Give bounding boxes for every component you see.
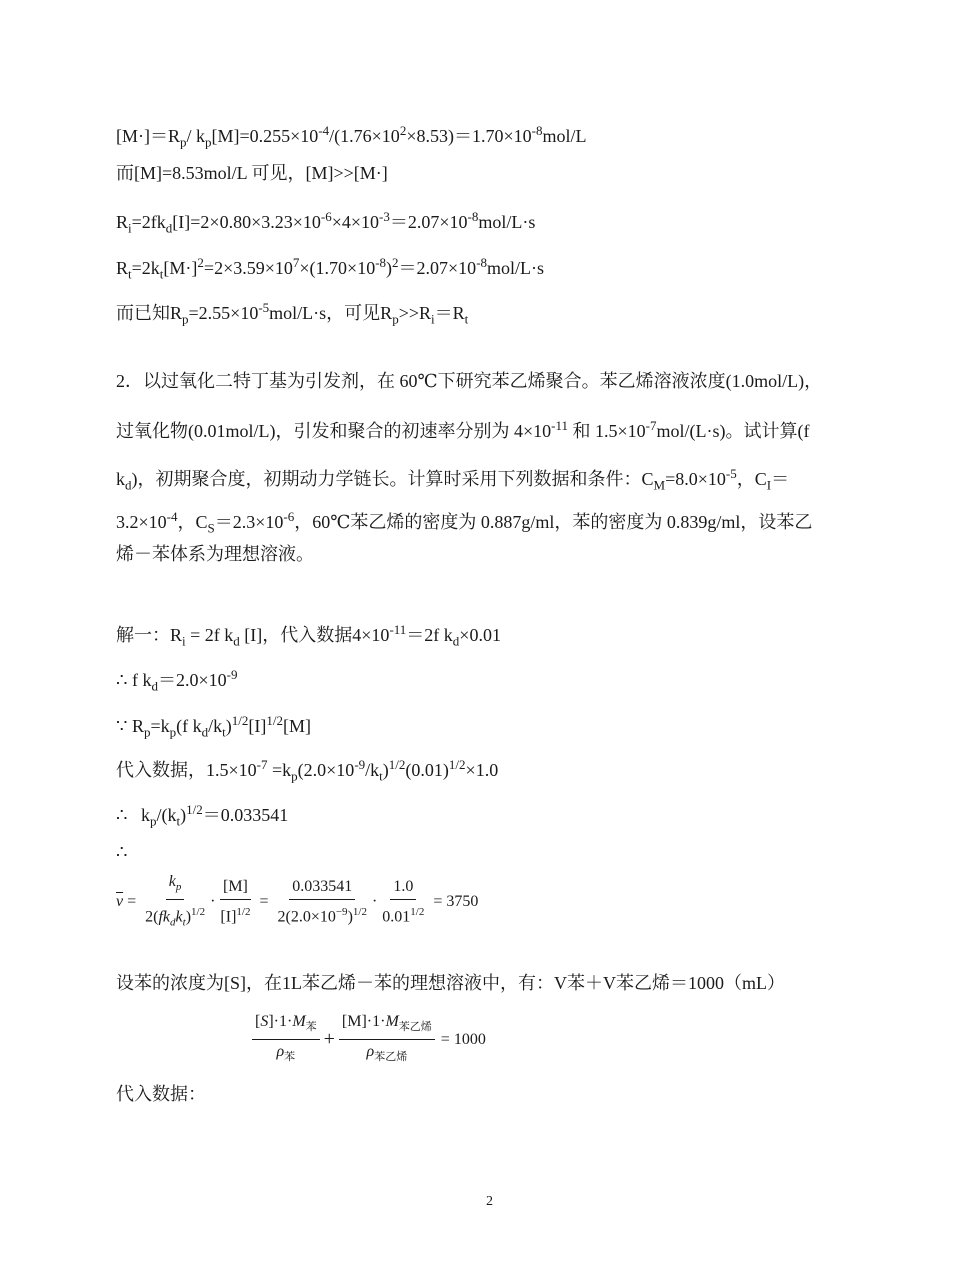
volume-equation: $\frac{[S]\cdot 1\cdot M_苯}{\rho_苯}$ + $\frac{[M]\cdot 1\cdot M_{苯乙烯}}{\rho_{苯乙烯}}$ = 1000 <box>250 1012 486 1067</box>
line-1: $[M\cdot]=R_p/$ $k_p[M]=0.255\times 10^{-4}/(1.76\times 10^2\times 8.53)=1.70\times 10^{-8}mol/L$ <box>116 123 587 150</box>
line-2: 而[M]=8.53mol/L 可见，[M]>>[M·] <box>116 163 388 183</box>
chain-length-equation: $\overline{\nu}$ = $\frac{k_p}{2(fk_dk_t)^{1/2}}$ · $\frac{[M]}{[I]^{1/2}}$ = $\frac{0.033541}{2(2.0\times 10^{-9})^{1/2}}$ · $\frac{1.0}{0.01^{1/2}}$ = 3750 <box>116 872 478 933</box>
solution-line-2: ∴ f $k_d=2.0\times 10^{-9}$ <box>116 667 238 694</box>
line-5: 而已知$R_p=2.55\times 10^{-5}mol/L\cdot s$，可见$R_p>>R_i=R_t$ <box>116 300 469 327</box>
solution-line-3: ∵ $R_p=k_p(f$ $k_d/k_t)^{1/2}[I]^{1/2}[M]$ <box>116 713 311 740</box>
equation-result: 3750 <box>446 893 479 911</box>
solution-line-8: 代入数据： <box>116 1084 206 1104</box>
fraction-value: $\frac{0.033541}{2(2.0\times 10^{-9})^{1/2}}$ <box>277 878 367 926</box>
solution-line-1: 解一：$R_i = 2f$ $k_d$ [I]，代入数据$4\times 10^{-11}=2f$ $k_d\times 0.01$ <box>116 622 501 649</box>
question-line-3: $k_d$)，初期聚合度，初期动力学链长。计算时采用下列数据和条件：$C_M=8.0\times 10^{-5}$，$C_I=$ <box>116 466 790 493</box>
fraction-kp: $\frac{k_p}{2(fk_dk_t)^{1/2}}$ <box>145 873 206 929</box>
question-line-5: 烯－苯体系为理想溶液。 <box>116 544 314 564</box>
question-line-2: 过氧化物(0.01mol/L)，引发和聚合的初速率分别为 $4\times 10^{-11}$ 和 $1.5\times 10^{-7}mol/(L\cdot s)$。试计算(f <box>116 418 810 441</box>
volume-result: 1000 <box>453 1030 486 1048</box>
solution-line-4: 代入数据，$1.5\times 10^{-7} =k_p(2.0\times 10^{-9}/k_t)^{1/2}(0.01)^{1/2}\times 1.0$ <box>116 757 499 784</box>
page-number: 2 <box>486 1194 493 1209</box>
solution-line-5: ∴ $k_p/(k_t)^{1/2}=0.033541$ <box>116 802 289 829</box>
line-3: $R_i=2fk_d[I]=2\times 0.80\times 3.23\times 10^{-6}\times 4\times 10^{-3}=2.07\times 10^{-8}mol/L\cdot s$ <box>116 209 536 236</box>
question-line-1: 2．以过氧化二特丁基为引发剂，在 60℃下研究苯乙烯聚合。苯乙烯溶液浓度(1.0mol/L)， <box>116 371 823 391</box>
line-4: $R_t=2k_t[M\cdot]^2=2\times 3.59\times 10^7\times(1.70\times 10^{-8})^2=2.07\times 10^{-8}mol/L\cdot s$ <box>116 255 545 282</box>
fraction-m-i: $\frac{[M]}{[I]^{1/2}}$ <box>220 878 251 926</box>
solution-line-6: ∴ <box>116 842 128 862</box>
question-line-4: $3.2\times 10^{-4}$，$C_S=2.3\times 10^{-6}$，60℃苯乙烯的密度为 0.887g/ml，苯的密度为 0.839g/ml，设苯乙 <box>116 509 813 536</box>
fraction-styrene: $\frac{[M]\cdot 1\cdot M_{苯乙烯}}{\rho_{苯乙烯}}$ <box>339 1012 435 1067</box>
fraction-benzene: $\frac{[S]\cdot 1\cdot M_苯}{\rho_苯}$ <box>252 1012 320 1067</box>
fraction-concentration: $\frac{1.0}{0.01^{1/2}}$ <box>382 878 425 926</box>
solution-line-7: 设苯的浓度为[S]，在1L苯乙烯－苯的理想溶液中，有：V苯＋V苯乙烯＝1000（mL） <box>116 973 785 993</box>
